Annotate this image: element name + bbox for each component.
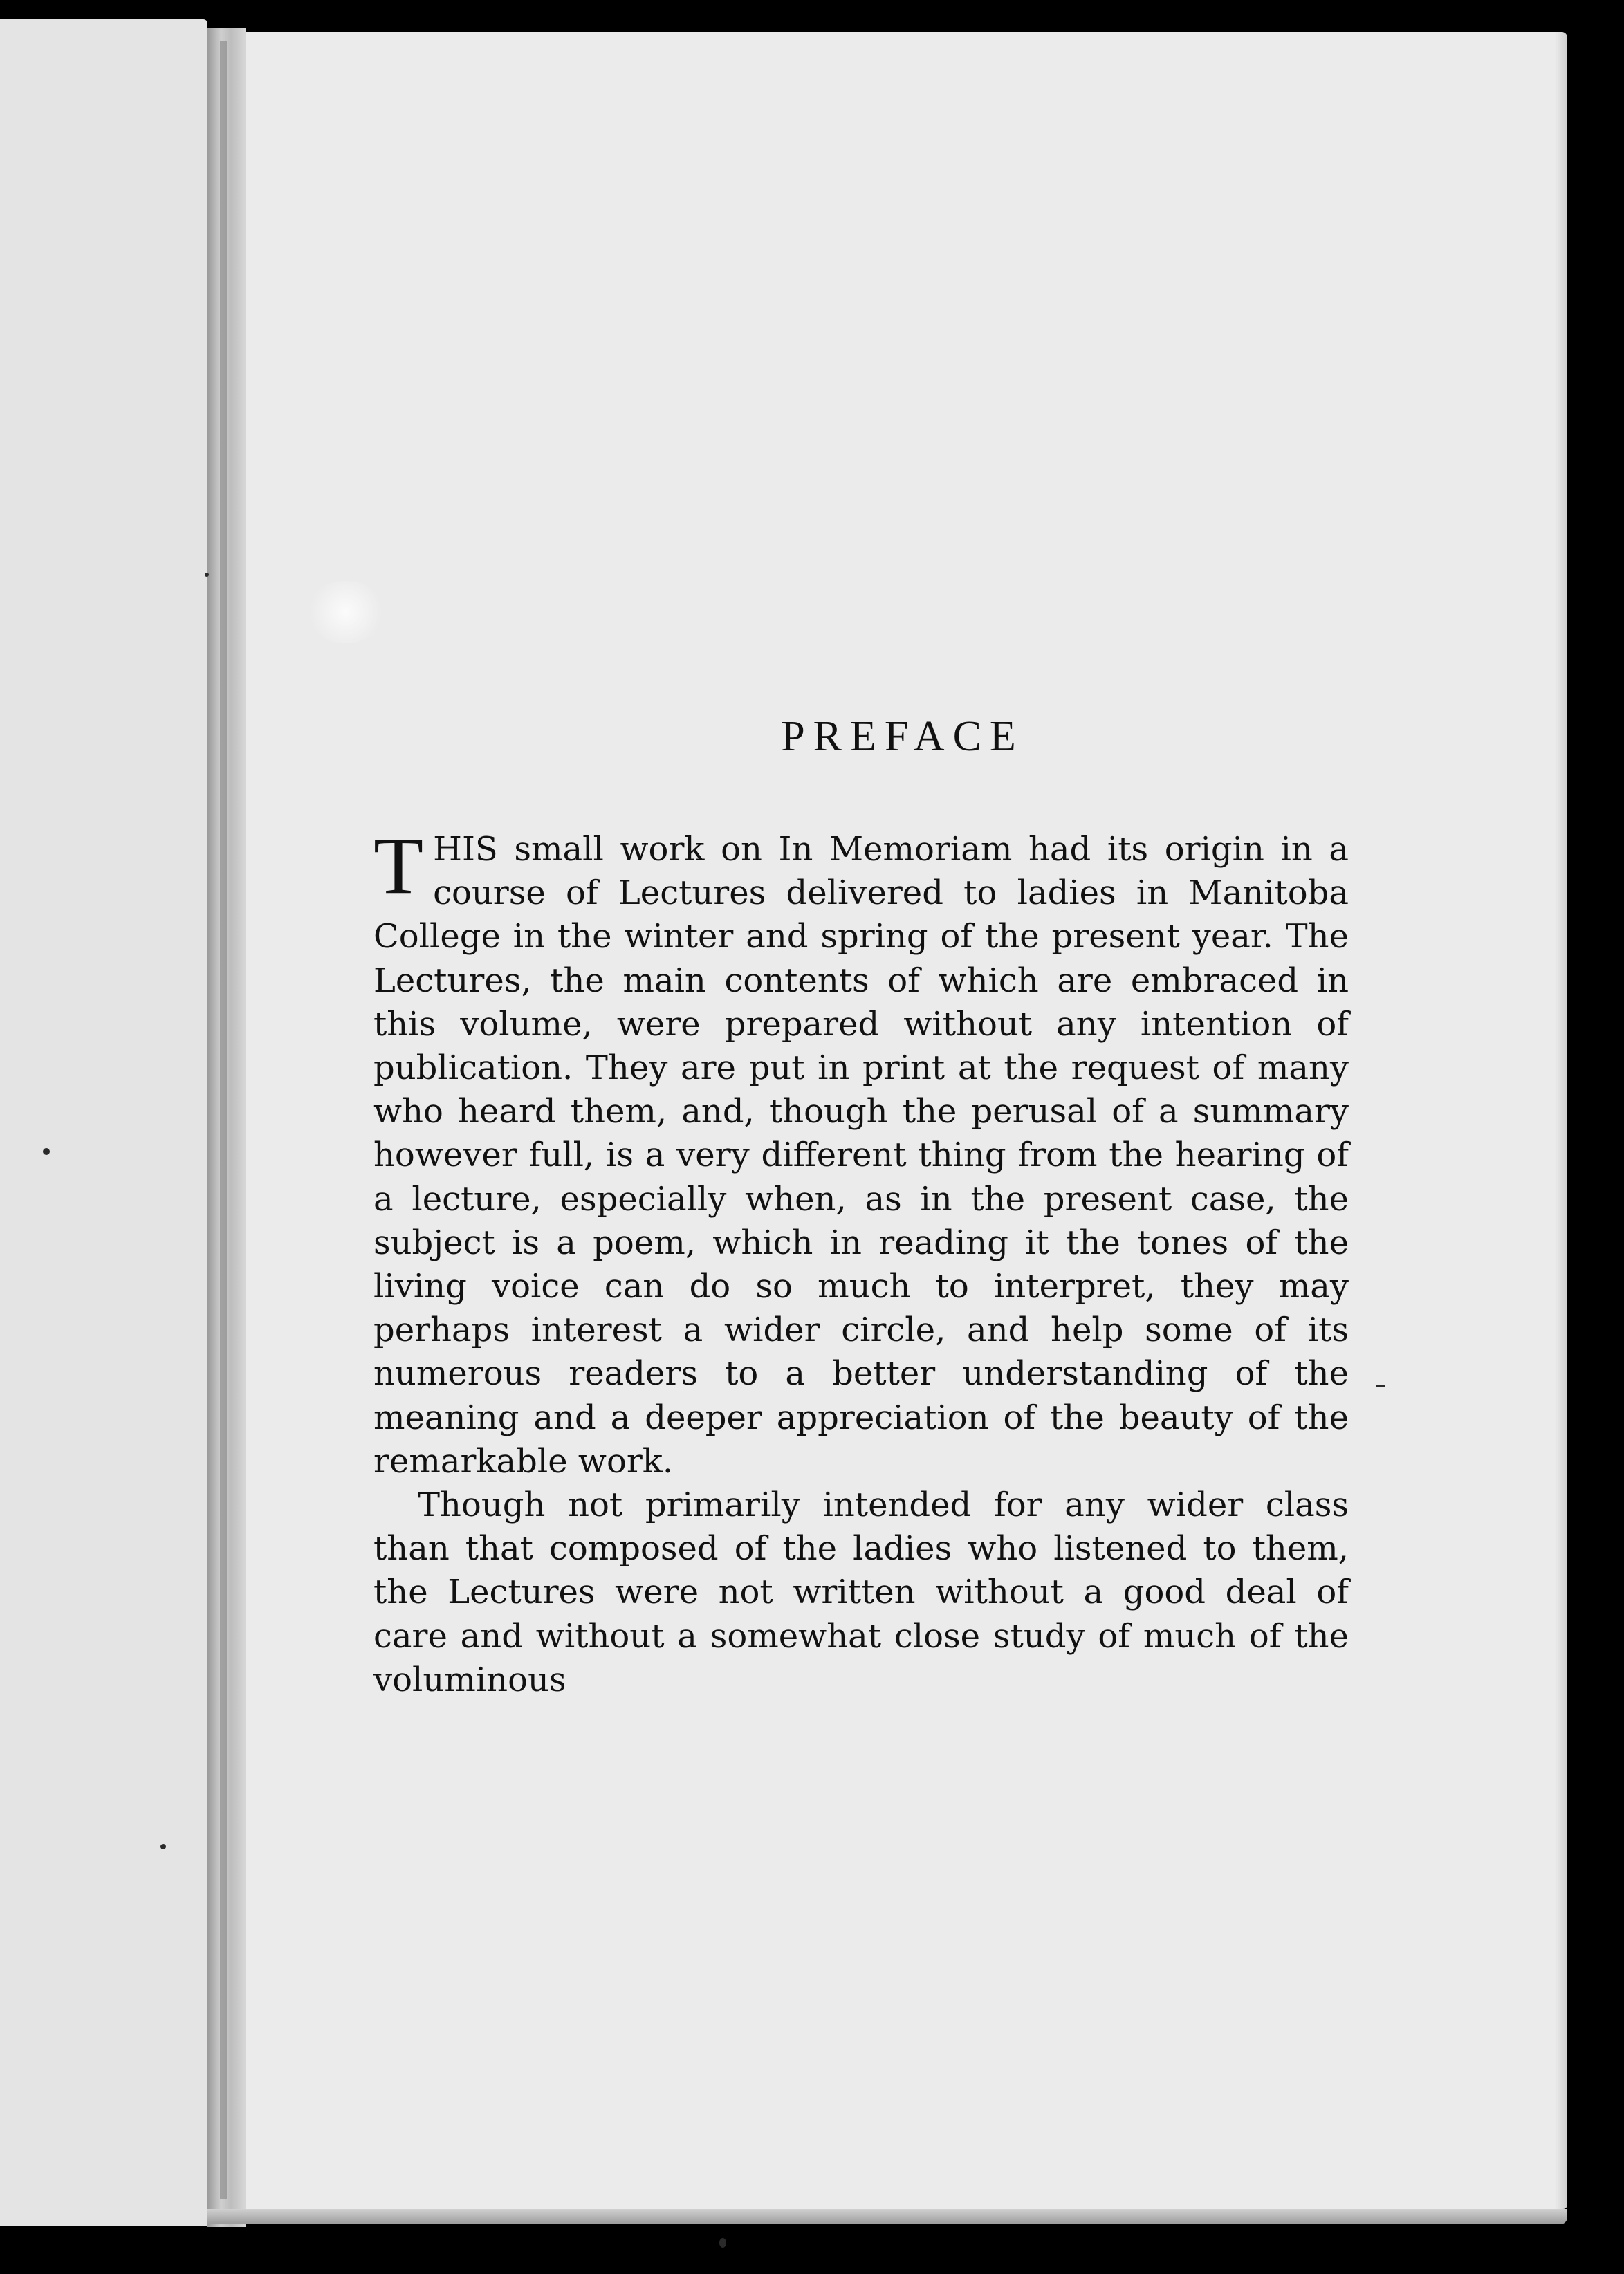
scan-speck (43, 1148, 50, 1155)
facing-page-left (0, 19, 207, 2226)
paragraph-1-text: HIS small work on In Memoriam had its origin in a course of Lectures delivered to ladies in Manitoba College in the winter and spring of the present year. The Lectures, the main contents of which are embraced in this volume, were prepared without any intention of publication. They are put in print at the request of many who heard them, and, though the perusal of a summary however full, is a very different thing from the hearing of a lecture, especially when, as in the present case, the subject is a poem, which in reading it the tones of the living voice can do so much to interpret, they may perhaps interest a wider circle, and help some of its numerous readers to a better understanding of the meaning and a deeper appreciation of the beauty of the remarkable work. (373, 830, 1349, 1481)
scan-speck (719, 2238, 726, 2248)
text-block (373, 712, 1349, 1702)
paper-blotch (304, 581, 387, 643)
page-bottom-edge (207, 2209, 1567, 2224)
scan-speck (160, 1844, 166, 1849)
scan-speck (1376, 1385, 1385, 1387)
paragraph-1 (373, 820, 1349, 1483)
book-gutter (207, 28, 246, 2227)
page-title: PREFACE (781, 713, 1024, 760)
scan-speck (205, 573, 209, 577)
drop-cap: T (373, 820, 424, 911)
paragraph-2: Though not primarily intended for any wider class than that composed of the ladies who listened to them, the Lectures were not written without a good deal of care and without a somewhat close study of much of the voluminous (373, 1486, 1349, 1699)
gutter-shadow-line (220, 41, 227, 2199)
page-edge-shadow (1555, 32, 1567, 2209)
